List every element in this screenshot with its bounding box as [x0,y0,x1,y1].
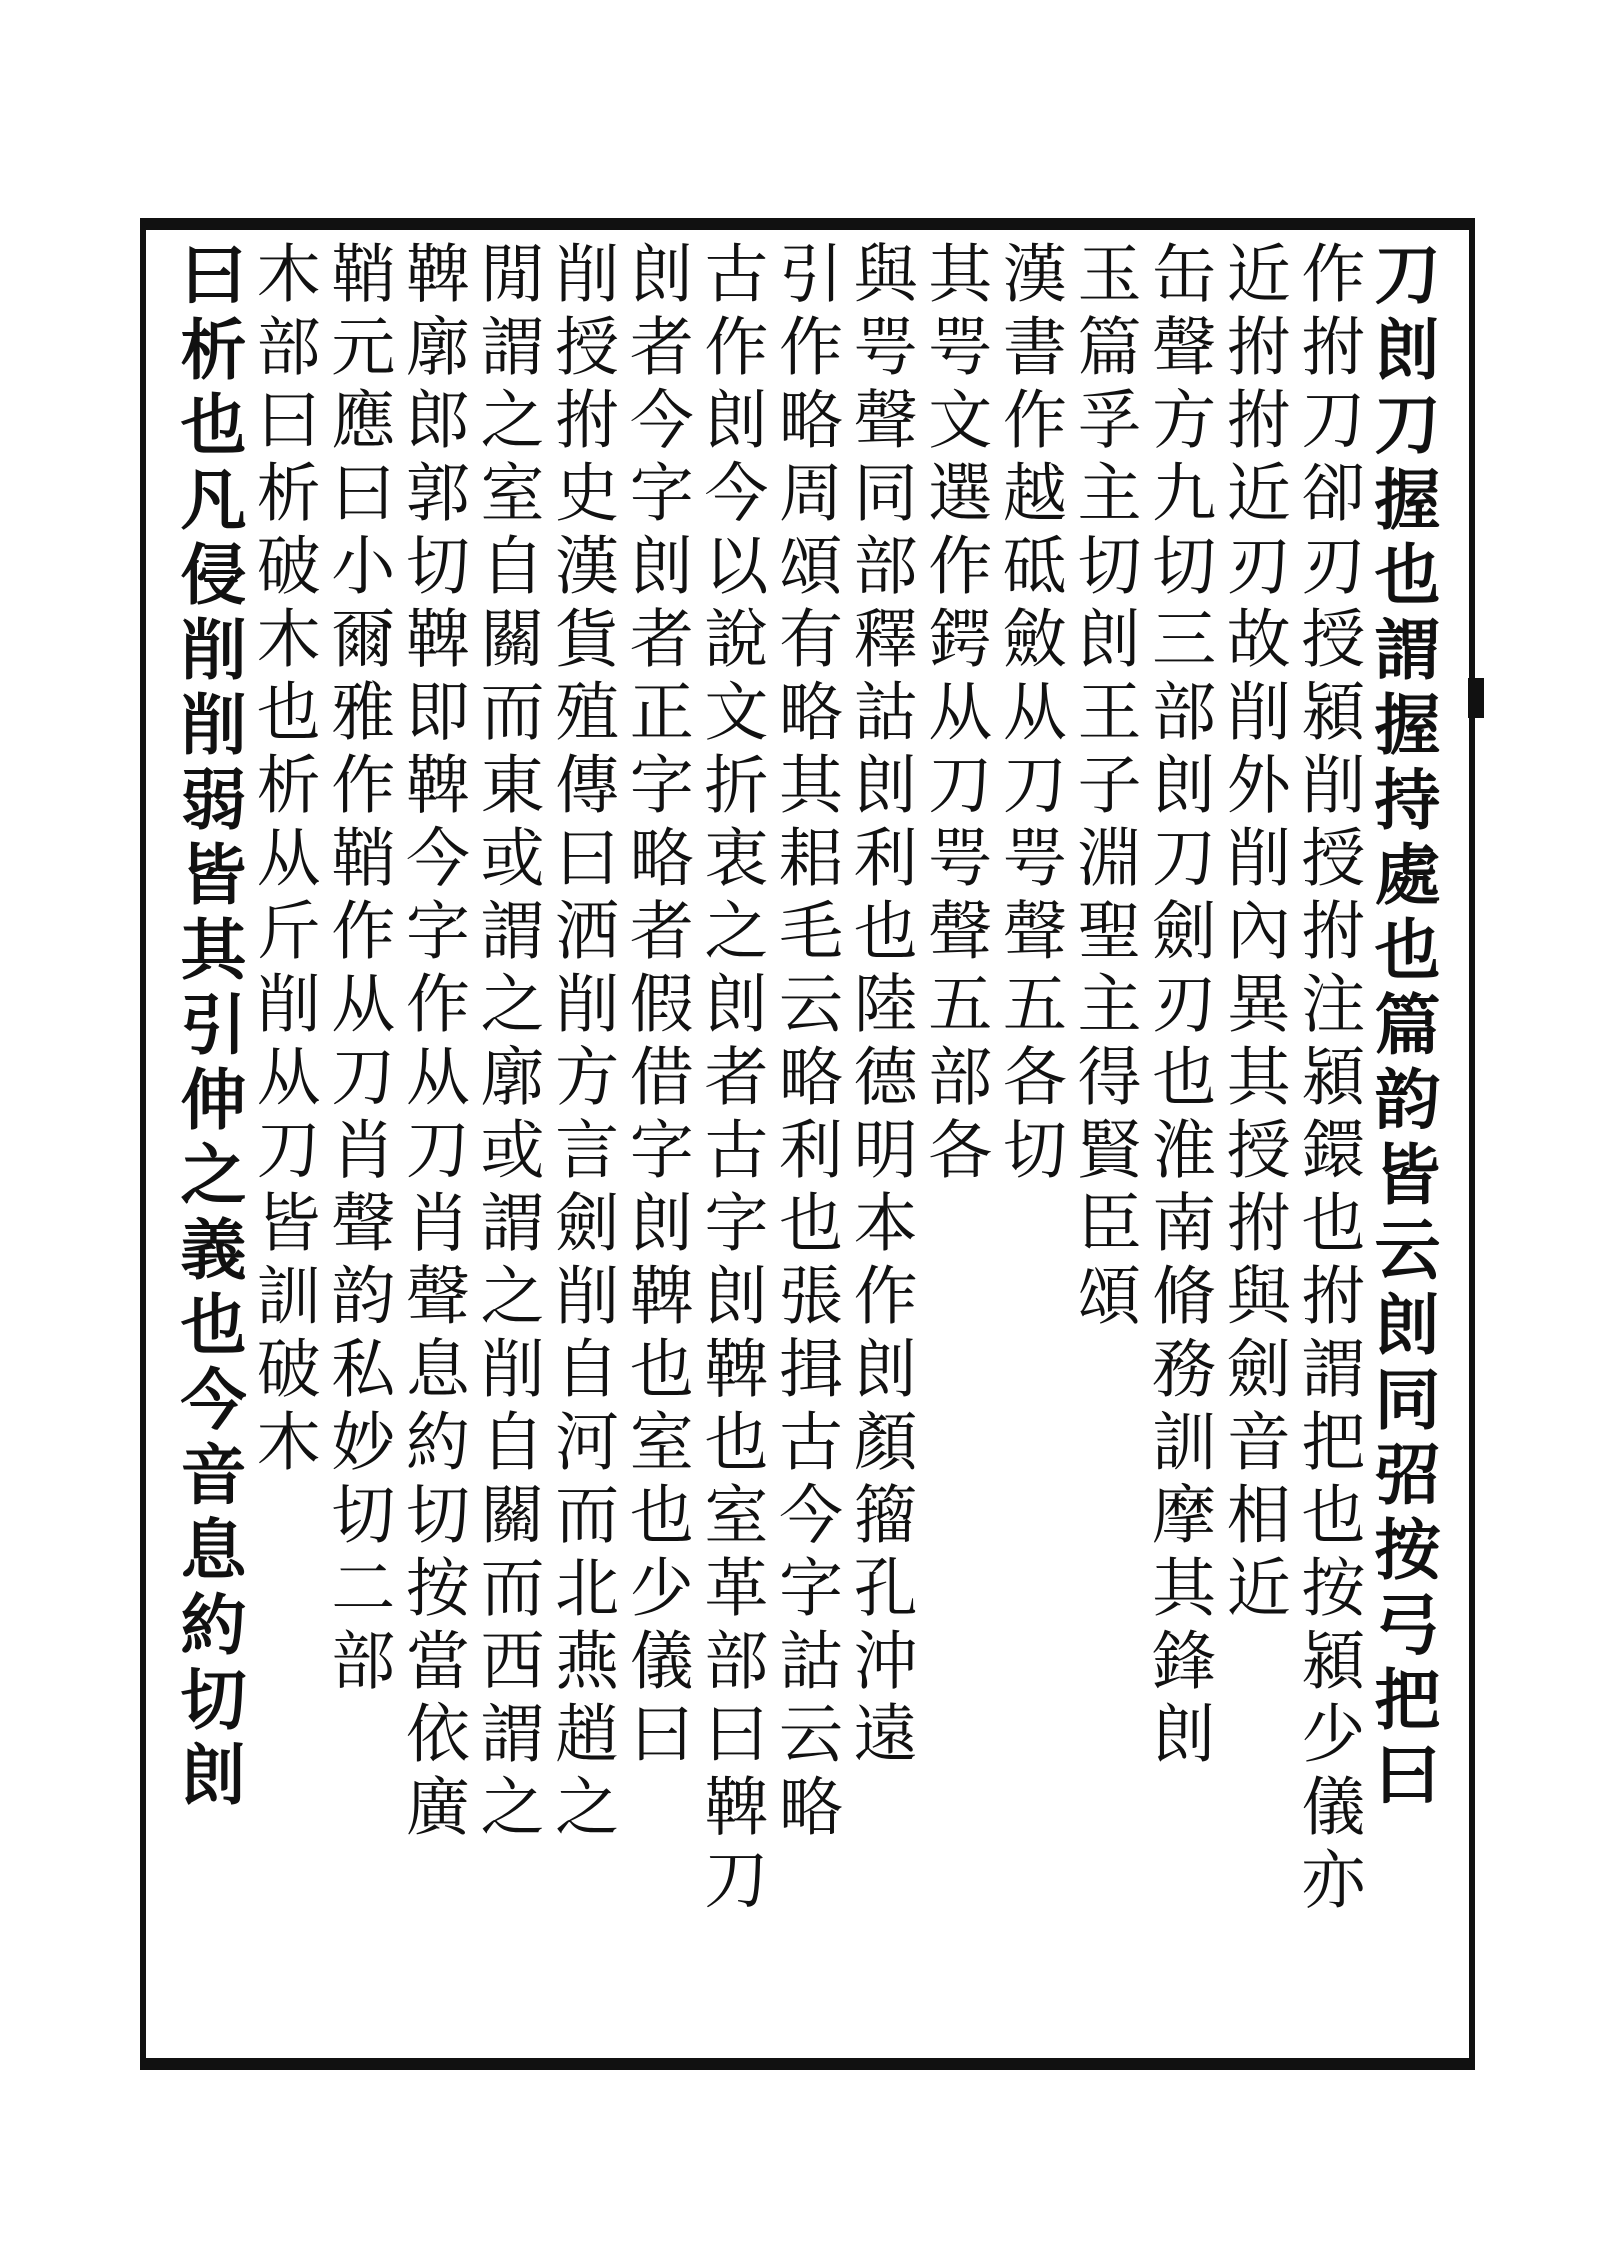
text-column: 古作剆今以說文折衷之剆者古字剆鞞也室革部曰鞞刀 [693,240,768,1919]
fishtail-mark [1468,678,1484,718]
text-column: 鞞廓郎郭切鞞即鞞今字作从刀肖聲息約切按當依廣 [394,240,469,1846]
text-column: 木部曰析破木也析从斤削从刀皆訓破木 [245,240,320,1481]
text-column: 作拊刀卻刃授潁削授拊注潁鐶也拊謂把也按潁少儀亦 [1290,240,1365,1919]
frame-left-rule [140,218,146,2070]
text-column: 近拊拊近刃故削外削內異其授拊與劍音相近 [1215,240,1290,1627]
text-column: 鞘元應曰小爾雅作鞘作从刀肖聲韵私妙切二部 [320,240,395,1700]
text-column: 缶聲方九切三部剆刀劍刃也淮南脩務訓摩其鋒剆 [1141,240,1216,1773]
text-column: 其咢文選作鍔从刀咢聲五部各 [917,240,992,1189]
text-column: 引作略周頌有略其耜毛云略利也張揖古今字詁云略 [768,240,842,1846]
text-column: 與咢聲同部釋詁剆利也陸德明本作剆顏籀孔沖遠 [842,240,917,1773]
text-column: 曰析也凡侵削削弱皆其引伸之義也今音息約切剆 [169,240,247,1815]
text-column: 剆者今字剆者正字略者假借字剆鞞也室也少儀曰 [618,240,693,1773]
frame-top-rule [140,218,1475,230]
frame-bottom-rule [140,2058,1475,2070]
text-block [169,240,1441,2050]
text-column: 刀剆刀握也謂握持處也篇韵皆云剆同弨按弓把曰 [1363,240,1441,1815]
text-column: 漢書作越砥斂从刀咢聲五各切 [991,240,1066,1189]
text-column: 閒謂之室自關而東或謂之廓或謂之削自關而西謂之 [469,240,544,1846]
text-column: 玉篇孚主切剆王子淵聖主得賢臣頌 [1066,240,1141,1335]
frame-right-rule [1469,218,1475,2070]
text-column: 削授拊史漢貨殖傳曰洒削方言劍削自河而北燕趙之 [544,240,619,1846]
